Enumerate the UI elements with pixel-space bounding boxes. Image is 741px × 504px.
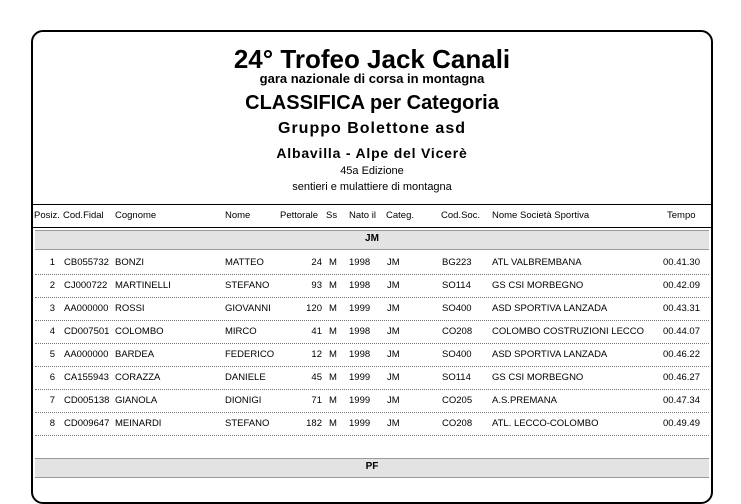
- cell-nato-il: 1998: [349, 326, 371, 337]
- cell-cognome: ROSSI: [115, 303, 145, 314]
- cell-cognome: GIANOLA: [115, 395, 158, 406]
- cell-categ: JM: [387, 418, 400, 429]
- cell-cod-fidal: CB055732: [64, 257, 109, 268]
- cell-societa: GS CSI MORBEGNO: [492, 372, 584, 383]
- cell-nato-il: 1999: [349, 303, 371, 314]
- table-row: [35, 274, 709, 298]
- cell-categ: JM: [387, 326, 400, 337]
- cell-nato-il: 1998: [349, 349, 371, 360]
- cell-cognome: BONZI: [115, 257, 145, 268]
- cell-cognome: CORAZZA: [115, 372, 161, 383]
- cell-nato-il: 1999: [349, 418, 371, 429]
- cell-tempo: 00.42.09: [663, 280, 700, 291]
- category-name: JM: [365, 233, 379, 244]
- cell-categ: JM: [387, 372, 400, 383]
- cell-posiz: 1: [49, 257, 55, 268]
- cell-cod-fidal: AA000000: [64, 349, 109, 360]
- cell-ss: M: [329, 280, 337, 291]
- category-header: [35, 230, 709, 250]
- cell-ss: M: [329, 303, 337, 314]
- cell-cognome: MARTINELLI: [115, 280, 171, 291]
- cell-nome: FEDERICO: [225, 349, 275, 360]
- cell-cod-soc: CO208: [442, 326, 473, 337]
- table-row: [35, 389, 709, 413]
- cell-cod-soc: CO205: [442, 395, 473, 406]
- cell-posiz: 5: [49, 349, 55, 360]
- cell-societa: ASD SPORTIVA LANZADA: [492, 303, 608, 314]
- cell-nato-il: 1998: [349, 280, 371, 291]
- cell-societa: GS CSI MORBEGNO: [492, 280, 584, 291]
- cell-nato-il: 1999: [349, 395, 371, 406]
- cell-cod-fidal: CD005138: [64, 395, 110, 406]
- cell-categ: JM: [387, 349, 400, 360]
- cell-cod-fidal: AA000000: [64, 303, 109, 314]
- cell-categ: JM: [387, 303, 400, 314]
- cell-pettorale: 24: [311, 257, 322, 268]
- cell-categ: JM: [387, 280, 400, 291]
- table-row: [35, 412, 709, 436]
- cell-posiz: 2: [49, 280, 55, 291]
- cell-posiz: 7: [49, 395, 55, 406]
- category-name: PF: [365, 461, 379, 472]
- cell-categ: JM: [387, 395, 400, 406]
- table-row: [35, 320, 709, 344]
- page-title: 24° Trofeo Jack Canali: [233, 44, 511, 74]
- cell-ss: M: [329, 372, 337, 383]
- cell-nato-il: 1999: [349, 372, 371, 383]
- cell-societa: ATL VALBREMBANA: [492, 257, 582, 268]
- cell-tempo: 00.47.34: [663, 395, 700, 406]
- edition-text: 45a Edizione: [340, 165, 404, 177]
- col-tempo: Tempo: [667, 210, 696, 221]
- cell-cod-soc: BG223: [442, 257, 472, 268]
- cell-tempo: 00.49.49: [663, 418, 700, 429]
- col-ss: Ss: [326, 210, 338, 221]
- cell-posiz: 6: [49, 372, 55, 383]
- cell-societa: COLOMBO COSTRUZIONI LECCO: [492, 326, 645, 337]
- cell-pettorale: 71: [311, 395, 322, 406]
- cell-posiz: 8: [49, 418, 55, 429]
- col-nome: Nome: [225, 210, 251, 221]
- cell-nome: GIOVANNI: [225, 303, 271, 314]
- table-header: [31, 204, 713, 228]
- cell-ss: M: [329, 257, 337, 268]
- col-cod-soc: Cod.Soc.: [441, 210, 481, 221]
- cell-tempo: 00.46.22: [663, 349, 700, 360]
- cell-tempo: 00.43.31: [663, 303, 700, 314]
- cell-posiz: 4: [49, 326, 55, 337]
- cell-posiz: 3: [49, 303, 55, 314]
- route-name: Albavilla - Alpe del Vicerè: [276, 145, 468, 161]
- cell-societa: A.S.PREMANA: [492, 395, 557, 406]
- page-subtitle: gara nazionale di corsa in montagna: [259, 71, 485, 86]
- col-pettorale: Pettorale: [280, 210, 319, 221]
- table-row: [35, 366, 709, 390]
- cell-cod-fidal: CD009647: [64, 418, 110, 429]
- cell-pettorale: 41: [311, 326, 322, 337]
- cell-pettorale: 45: [311, 372, 322, 383]
- cell-tempo: 00.44.07: [663, 326, 700, 337]
- cell-nato-il: 1998: [349, 257, 371, 268]
- cell-nome: STEFANO: [225, 280, 270, 291]
- cell-cod-soc: SO400: [442, 349, 472, 360]
- col-societa: Nome Società Sportiva: [492, 210, 590, 221]
- terrain-text: sentieri e mulattiere di montagna: [292, 181, 452, 193]
- classification-heading: CLASSIFICA per Categoria: [245, 92, 499, 114]
- cell-pettorale: 182: [306, 418, 322, 429]
- cell-cod-soc: SO400: [442, 303, 472, 314]
- col-cod-fidal: Cod.Fidal: [63, 210, 104, 221]
- cell-cod-soc: SO114: [442, 372, 471, 383]
- cell-ss: M: [329, 395, 337, 406]
- cell-cognome: MEINARDI: [115, 418, 162, 429]
- organizer-name: Gruppo Bolettone asd: [278, 120, 466, 137]
- cell-cod-fidal: CD007501: [64, 326, 110, 337]
- cell-pettorale: 12: [311, 349, 322, 360]
- cell-ss: M: [329, 326, 337, 337]
- cell-societa: ATL. LECCO-COLOMBO: [492, 418, 599, 429]
- cell-tempo: 00.41.30: [663, 257, 700, 268]
- cell-ss: M: [329, 418, 337, 429]
- col-posiz: Posiz.: [34, 210, 60, 221]
- cell-nome: DANIELE: [225, 372, 266, 383]
- table-row: [35, 343, 709, 367]
- col-nato-il: Nato il: [349, 210, 376, 221]
- cell-categ: JM: [387, 257, 400, 268]
- category-header: [35, 458, 709, 478]
- cell-nome: STEFANO: [225, 418, 270, 429]
- cell-cod-fidal: CA155943: [64, 372, 109, 383]
- cell-pettorale: 120: [306, 303, 322, 314]
- col-categ: Categ.: [386, 210, 414, 221]
- cell-cognome: BARDEA: [115, 349, 155, 360]
- cell-nome: MATTEO: [225, 257, 264, 268]
- cell-ss: M: [329, 349, 337, 360]
- cell-cod-soc: SO114: [442, 280, 471, 291]
- cell-pettorale: 93: [311, 280, 322, 291]
- cell-cognome: COLOMBO: [115, 326, 164, 337]
- table-row: [35, 297, 709, 321]
- cell-tempo: 00.46.27: [663, 372, 700, 383]
- col-cognome: Cognome: [115, 210, 157, 221]
- table-row: [35, 251, 709, 275]
- cell-nome: MIRCO: [225, 326, 257, 337]
- cell-cod-soc: CO208: [442, 418, 473, 429]
- cell-societa: ASD SPORTIVA LANZADA: [492, 349, 608, 360]
- cell-cod-fidal: CJ000722: [64, 280, 108, 291]
- cell-nome: DIONIGI: [225, 395, 262, 406]
